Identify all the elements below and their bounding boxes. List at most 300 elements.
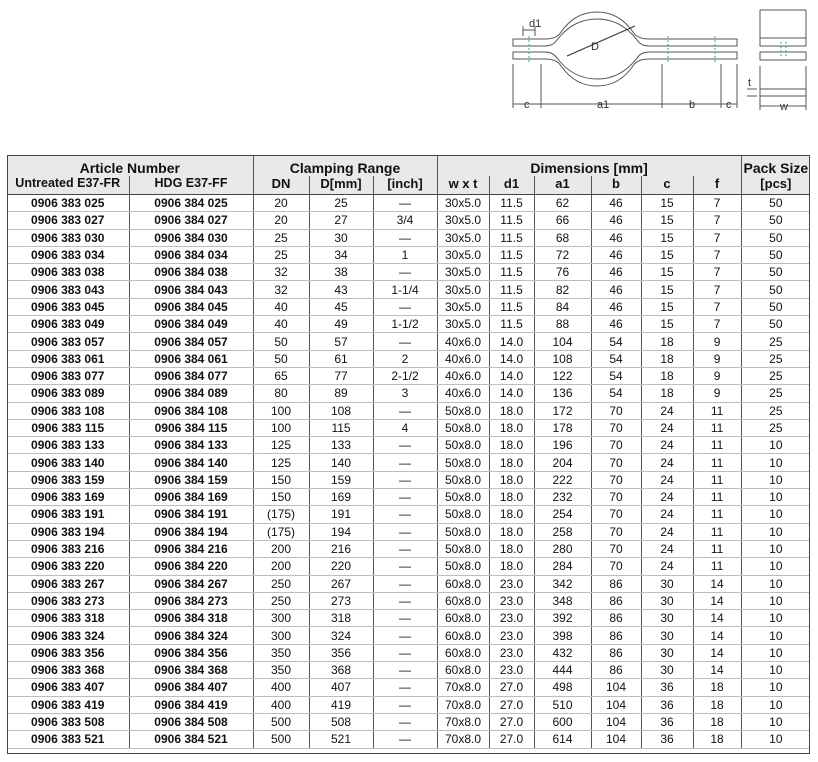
table-cell: 27.0 xyxy=(489,679,534,696)
table-cell: 60x8.0 xyxy=(437,662,489,679)
table-cell: 419 xyxy=(309,696,373,713)
table-cell: 7 xyxy=(693,229,741,246)
table-cell: 0906 383 318 xyxy=(7,610,129,627)
table-cell: 15 xyxy=(641,316,693,333)
table-cell: 222 xyxy=(534,471,591,488)
table-cell: 24 xyxy=(641,454,693,471)
table-cell: 49 xyxy=(309,316,373,333)
table-cell: 7 xyxy=(693,264,741,281)
table-cell: — xyxy=(373,644,437,661)
table-cell: 18.0 xyxy=(489,437,534,454)
table-cell: — xyxy=(373,575,437,592)
table-cell: 200 xyxy=(253,558,309,575)
table-cell: 86 xyxy=(591,662,641,679)
table-cell: 18 xyxy=(641,385,693,402)
table-cell: 122 xyxy=(534,367,591,384)
table-cell: 0906 383 368 xyxy=(7,662,129,679)
table-cell: — xyxy=(373,471,437,488)
table-cell: 14 xyxy=(693,575,741,592)
table-cell: 50 xyxy=(741,229,810,246)
table-cell: 10 xyxy=(741,713,810,730)
table-cell: 15 xyxy=(641,264,693,281)
table-cell: 11 xyxy=(693,437,741,454)
table-cell: 0906 383 034 xyxy=(7,246,129,263)
table-cell: 125 xyxy=(253,454,309,471)
table-row xyxy=(7,713,810,730)
table-cell: 30x5.0 xyxy=(437,229,489,246)
table-cell: 0906 384 025 xyxy=(129,195,253,212)
label-t: t xyxy=(748,77,752,89)
table-cell: 40x6.0 xyxy=(437,350,489,367)
table-cell: 0906 384 133 xyxy=(129,437,253,454)
table-cell: 0906 383 216 xyxy=(7,540,129,557)
table-cell: 0906 383 061 xyxy=(7,350,129,367)
header-pack-size: Pack Size xyxy=(741,155,810,176)
table-cell: 40 xyxy=(253,316,309,333)
table-row xyxy=(7,540,810,557)
table-cell: 108 xyxy=(309,402,373,419)
table-cell: 232 xyxy=(534,489,591,506)
header-clamping-range: Clamping Range xyxy=(253,155,437,176)
spec-table xyxy=(7,155,810,749)
table-cell: 32 xyxy=(253,281,309,298)
table-cell: 300 xyxy=(253,627,309,644)
table-row xyxy=(7,264,810,281)
table-cell: 70 xyxy=(591,471,641,488)
table-cell: 398 xyxy=(534,627,591,644)
table-cell: 30 xyxy=(309,229,373,246)
table-cell: 54 xyxy=(591,385,641,402)
table-cell: 104 xyxy=(591,679,641,696)
table-cell: 18 xyxy=(641,333,693,350)
table-cell: 11 xyxy=(693,540,741,557)
table-cell: 50 xyxy=(741,298,810,315)
table-cell: 0906 384 521 xyxy=(129,731,253,748)
table-cell: 150 xyxy=(253,489,309,506)
table-cell: 36 xyxy=(641,696,693,713)
table-cell: 0906 383 057 xyxy=(7,333,129,350)
table-cell: 24 xyxy=(641,437,693,454)
table-row xyxy=(7,437,810,454)
table-cell: 0906 383 089 xyxy=(7,385,129,402)
table-cell: 194 xyxy=(309,523,373,540)
table-cell: 70 xyxy=(591,540,641,557)
table-cell: 0906 384 049 xyxy=(129,316,253,333)
table-cell: 18.0 xyxy=(489,540,534,557)
table-cell: 24 xyxy=(641,402,693,419)
table-row xyxy=(7,627,810,644)
table-cell: 46 xyxy=(591,246,641,263)
table-row xyxy=(7,696,810,713)
table-cell: 32 xyxy=(253,264,309,281)
table-cell: 0906 384 108 xyxy=(129,402,253,419)
table-cell: 508 xyxy=(309,713,373,730)
table-cell: 20 xyxy=(253,212,309,229)
table-row xyxy=(7,610,810,627)
table-row xyxy=(7,212,810,229)
table-cell: (175) xyxy=(253,523,309,540)
table-cell: 3 xyxy=(373,385,437,402)
table-cell: 100 xyxy=(253,402,309,419)
table-row xyxy=(7,229,810,246)
table-cell: 18 xyxy=(693,713,741,730)
table-cell: — xyxy=(373,523,437,540)
table-cell: 342 xyxy=(534,575,591,592)
table-cell: 70x8.0 xyxy=(437,731,489,748)
table-cell: 178 xyxy=(534,419,591,436)
table-cell: 10 xyxy=(741,662,810,679)
table-cell: 0906 384 318 xyxy=(129,610,253,627)
table-cell: 86 xyxy=(591,610,641,627)
table-cell: 0906 383 025 xyxy=(7,195,129,212)
table-cell: — xyxy=(373,713,437,730)
table-cell: 25 xyxy=(253,229,309,246)
table-cell: 136 xyxy=(534,385,591,402)
table-cell: 46 xyxy=(591,316,641,333)
table-cell: 50 xyxy=(741,316,810,333)
table-row xyxy=(7,419,810,436)
header-f: f xyxy=(693,176,741,195)
table-cell: 30x5.0 xyxy=(437,246,489,263)
table-cell: 510 xyxy=(534,696,591,713)
table-cell: 169 xyxy=(309,489,373,506)
table-cell: 14.0 xyxy=(489,385,534,402)
table-cell: 0906 383 169 xyxy=(7,489,129,506)
table-cell: 50 xyxy=(741,195,810,212)
table-cell: 14.0 xyxy=(489,367,534,384)
table-cell: 18.0 xyxy=(489,454,534,471)
table-cell: 14.0 xyxy=(489,333,534,350)
table-cell: 140 xyxy=(309,454,373,471)
table-cell: 60x8.0 xyxy=(437,644,489,661)
table-cell: — xyxy=(373,679,437,696)
table-cell: 27.0 xyxy=(489,696,534,713)
label-d1: d1 xyxy=(529,18,542,30)
table-cell: 0906 383 140 xyxy=(7,454,129,471)
table-cell: 392 xyxy=(534,610,591,627)
table-cell: 254 xyxy=(534,506,591,523)
table-cell: 356 xyxy=(309,644,373,661)
table-cell: 0906 384 043 xyxy=(129,281,253,298)
table-cell: 70x8.0 xyxy=(437,679,489,696)
table-cell: 18.0 xyxy=(489,471,534,488)
header-c: c xyxy=(641,176,693,195)
table-cell: 11.5 xyxy=(489,298,534,315)
table-cell: 30 xyxy=(641,662,693,679)
table-cell: 0906 383 407 xyxy=(7,679,129,696)
table-cell: 70 xyxy=(591,558,641,575)
table-cell: 62 xyxy=(534,195,591,212)
table-cell: 70 xyxy=(591,506,641,523)
table-cell: 10 xyxy=(741,489,810,506)
table-cell: 10 xyxy=(741,506,810,523)
table-cell: 0906 383 045 xyxy=(7,298,129,315)
table-cell: 57 xyxy=(309,333,373,350)
table-cell: 50 xyxy=(253,333,309,350)
table-row xyxy=(7,246,810,263)
table-cell: 50x8.0 xyxy=(437,523,489,540)
table-cell: 30 xyxy=(641,644,693,661)
table-cell: 25 xyxy=(309,195,373,212)
table-cell: 60x8.0 xyxy=(437,575,489,592)
table-cell: 46 xyxy=(591,212,641,229)
table-cell: 614 xyxy=(534,731,591,748)
table-cell: 70 xyxy=(591,523,641,540)
table-cell: 86 xyxy=(591,575,641,592)
table-cell: 407 xyxy=(309,679,373,696)
table-cell: 10 xyxy=(741,627,810,644)
table-cell: 10 xyxy=(741,610,810,627)
table-cell: 36 xyxy=(641,679,693,696)
table-cell: 7 xyxy=(693,195,741,212)
table-cell: — xyxy=(373,540,437,557)
table-row xyxy=(7,523,810,540)
table-cell: 30x5.0 xyxy=(437,316,489,333)
table-cell: 70 xyxy=(591,489,641,506)
table-row xyxy=(7,679,810,696)
table-cell: 70 xyxy=(591,454,641,471)
table-cell: 15 xyxy=(641,212,693,229)
table-cell: 0906 383 038 xyxy=(7,264,129,281)
table-cell: 0906 383 077 xyxy=(7,367,129,384)
table-cell: 133 xyxy=(309,437,373,454)
table-cell: 86 xyxy=(591,592,641,609)
table-cell: 216 xyxy=(309,540,373,557)
table-cell: 0906 383 115 xyxy=(7,419,129,436)
table-cell: 0906 383 108 xyxy=(7,402,129,419)
table-cell: 0906 383 521 xyxy=(7,731,129,748)
table-cell: 0906 383 027 xyxy=(7,212,129,229)
table-cell: 0906 384 356 xyxy=(129,644,253,661)
table-cell: — xyxy=(373,454,437,471)
table-cell: 0906 384 140 xyxy=(129,454,253,471)
table-cell: 34 xyxy=(309,246,373,263)
table-cell: — xyxy=(373,731,437,748)
table-cell: 11 xyxy=(693,419,741,436)
table-cell: 10 xyxy=(741,437,810,454)
table-cell: 9 xyxy=(693,385,741,402)
table-cell: 40x6.0 xyxy=(437,367,489,384)
table-cell: 2 xyxy=(373,350,437,367)
header-article-number: Article Number xyxy=(7,155,253,176)
table-cell: 1-1/4 xyxy=(373,281,437,298)
table-cell: 61 xyxy=(309,350,373,367)
table-cell: 10 xyxy=(741,540,810,557)
header-d-mm: D[mm] xyxy=(309,176,373,195)
table-cell: 15 xyxy=(641,298,693,315)
table-body xyxy=(7,195,810,749)
table-cell: 0906 384 057 xyxy=(129,333,253,350)
table-cell: 0906 384 030 xyxy=(129,229,253,246)
table-cell: 7 xyxy=(693,212,741,229)
table-cell: 50x8.0 xyxy=(437,471,489,488)
table-cell: 25 xyxy=(741,385,810,402)
table-cell: 46 xyxy=(591,264,641,281)
table-cell: 10 xyxy=(741,471,810,488)
table-cell: 15 xyxy=(641,195,693,212)
table-cell: 108 xyxy=(534,350,591,367)
table-cell: 14 xyxy=(693,644,741,661)
table-cell: 54 xyxy=(591,367,641,384)
table-cell: 40x6.0 xyxy=(437,385,489,402)
table-cell: 0906 384 159 xyxy=(129,471,253,488)
table-cell: 66 xyxy=(534,212,591,229)
table-cell: 0906 384 508 xyxy=(129,713,253,730)
table-cell: — xyxy=(373,229,437,246)
table-cell: — xyxy=(373,298,437,315)
table-cell: 0906 383 267 xyxy=(7,575,129,592)
table-row xyxy=(7,558,810,575)
table-cell: 400 xyxy=(253,679,309,696)
table-cell: 2-1/2 xyxy=(373,367,437,384)
table-cell: 23.0 xyxy=(489,592,534,609)
table-cell: 50x8.0 xyxy=(437,437,489,454)
table-cell: 273 xyxy=(309,592,373,609)
header-inch: [inch] xyxy=(373,176,437,195)
table-cell: 50x8.0 xyxy=(437,454,489,471)
table-cell: 25 xyxy=(253,246,309,263)
table-cell: 10 xyxy=(741,679,810,696)
table-cell: 0906 383 324 xyxy=(7,627,129,644)
table-cell: 0906 384 194 xyxy=(129,523,253,540)
table-cell: 30x5.0 xyxy=(437,298,489,315)
table-cell: 24 xyxy=(641,471,693,488)
table-cell: 24 xyxy=(641,523,693,540)
table-header xyxy=(7,155,810,195)
table-cell: 200 xyxy=(253,540,309,557)
table-cell: 24 xyxy=(641,489,693,506)
table-cell: 125 xyxy=(253,437,309,454)
table-cell: 0906 384 419 xyxy=(129,696,253,713)
table-cell: 36 xyxy=(641,713,693,730)
table-cell: 70 xyxy=(591,437,641,454)
table-cell: 50x8.0 xyxy=(437,558,489,575)
table-cell: 11.5 xyxy=(489,264,534,281)
table-row xyxy=(7,506,810,523)
table-cell: 72 xyxy=(534,246,591,263)
table-cell: 0906 384 034 xyxy=(129,246,253,263)
table-cell: 11.5 xyxy=(489,212,534,229)
table-cell: 15 xyxy=(641,246,693,263)
table-cell: 0906 383 220 xyxy=(7,558,129,575)
header-pcs: [pcs] xyxy=(741,176,810,195)
table-cell: 11 xyxy=(693,402,741,419)
table-cell: 54 xyxy=(591,350,641,367)
table-cell: 18.0 xyxy=(489,402,534,419)
table-cell: 0906 384 038 xyxy=(129,264,253,281)
table-cell: 46 xyxy=(591,229,641,246)
label-w: w xyxy=(780,101,788,113)
table-cell: — xyxy=(373,195,437,212)
table-cell: 30 xyxy=(641,575,693,592)
table-cell: 0906 383 273 xyxy=(7,592,129,609)
table-cell: 36 xyxy=(641,731,693,748)
table-cell: 50x8.0 xyxy=(437,506,489,523)
table-cell: 11 xyxy=(693,523,741,540)
table-cell: 25 xyxy=(741,350,810,367)
table-cell: 18.0 xyxy=(489,419,534,436)
table-cell: — xyxy=(373,264,437,281)
table-cell: 46 xyxy=(591,298,641,315)
table-cell: 30x5.0 xyxy=(437,264,489,281)
table-row xyxy=(7,592,810,609)
table-cell: 54 xyxy=(591,333,641,350)
table-cell: — xyxy=(373,696,437,713)
table-cell: 258 xyxy=(534,523,591,540)
table-cell: 40x6.0 xyxy=(437,333,489,350)
label-c2: c xyxy=(726,99,732,111)
table-cell: 280 xyxy=(534,540,591,557)
table-cell: 0906 383 159 xyxy=(7,471,129,488)
table-cell: 80 xyxy=(253,385,309,402)
table-cell: 115 xyxy=(309,419,373,436)
table-cell: 350 xyxy=(253,662,309,679)
table-cell: 14 xyxy=(693,610,741,627)
table-cell: 14.0 xyxy=(489,350,534,367)
table-cell: 11 xyxy=(693,471,741,488)
table-cell: 18.0 xyxy=(489,489,534,506)
header-b: b xyxy=(591,176,641,195)
table-cell: 348 xyxy=(534,592,591,609)
table-cell: 10 xyxy=(741,558,810,575)
table-row xyxy=(7,333,810,350)
table-cell: 159 xyxy=(309,471,373,488)
table-cell: 0906 383 049 xyxy=(7,316,129,333)
table-cell: 150 xyxy=(253,471,309,488)
table-cell: 500 xyxy=(253,731,309,748)
table-row xyxy=(7,350,810,367)
table-row xyxy=(7,471,810,488)
table-cell: 400 xyxy=(253,696,309,713)
table-cell: 11.5 xyxy=(489,195,534,212)
table-cell: 10 xyxy=(741,696,810,713)
table-cell: — xyxy=(373,627,437,644)
table-cell: — xyxy=(373,437,437,454)
table-cell: 7 xyxy=(693,316,741,333)
header-untreated: Untreated E37-FR xyxy=(7,176,129,195)
table-cell: 600 xyxy=(534,713,591,730)
table-cell: 0906 384 267 xyxy=(129,575,253,592)
table-cell: 40 xyxy=(253,298,309,315)
table-cell: 104 xyxy=(591,731,641,748)
table-cell: 70 xyxy=(591,402,641,419)
header-hdg: HDG E37-FF xyxy=(129,176,253,195)
table-cell: 50x8.0 xyxy=(437,419,489,436)
table-cell: 50 xyxy=(741,212,810,229)
table-cell: 0906 384 407 xyxy=(129,679,253,696)
label-a1: a1 xyxy=(597,99,610,111)
table-cell: 18 xyxy=(693,696,741,713)
table-row xyxy=(7,367,810,384)
table-cell: 1 xyxy=(373,246,437,263)
table-cell: 10 xyxy=(741,523,810,540)
table-row xyxy=(7,731,810,748)
table-cell: 0906 383 356 xyxy=(7,644,129,661)
table-cell: 25 xyxy=(741,333,810,350)
table-row xyxy=(7,195,810,212)
table-row xyxy=(7,298,810,315)
table-cell: 23.0 xyxy=(489,575,534,592)
table-cell: 50 xyxy=(253,350,309,367)
table-cell: 15 xyxy=(641,229,693,246)
table-cell: 444 xyxy=(534,662,591,679)
table-cell: 43 xyxy=(309,281,373,298)
label-b: b xyxy=(689,99,696,111)
table-cell: 432 xyxy=(534,644,591,661)
table-cell: 20 xyxy=(253,195,309,212)
table-cell: 498 xyxy=(534,679,591,696)
table-cell: — xyxy=(373,402,437,419)
